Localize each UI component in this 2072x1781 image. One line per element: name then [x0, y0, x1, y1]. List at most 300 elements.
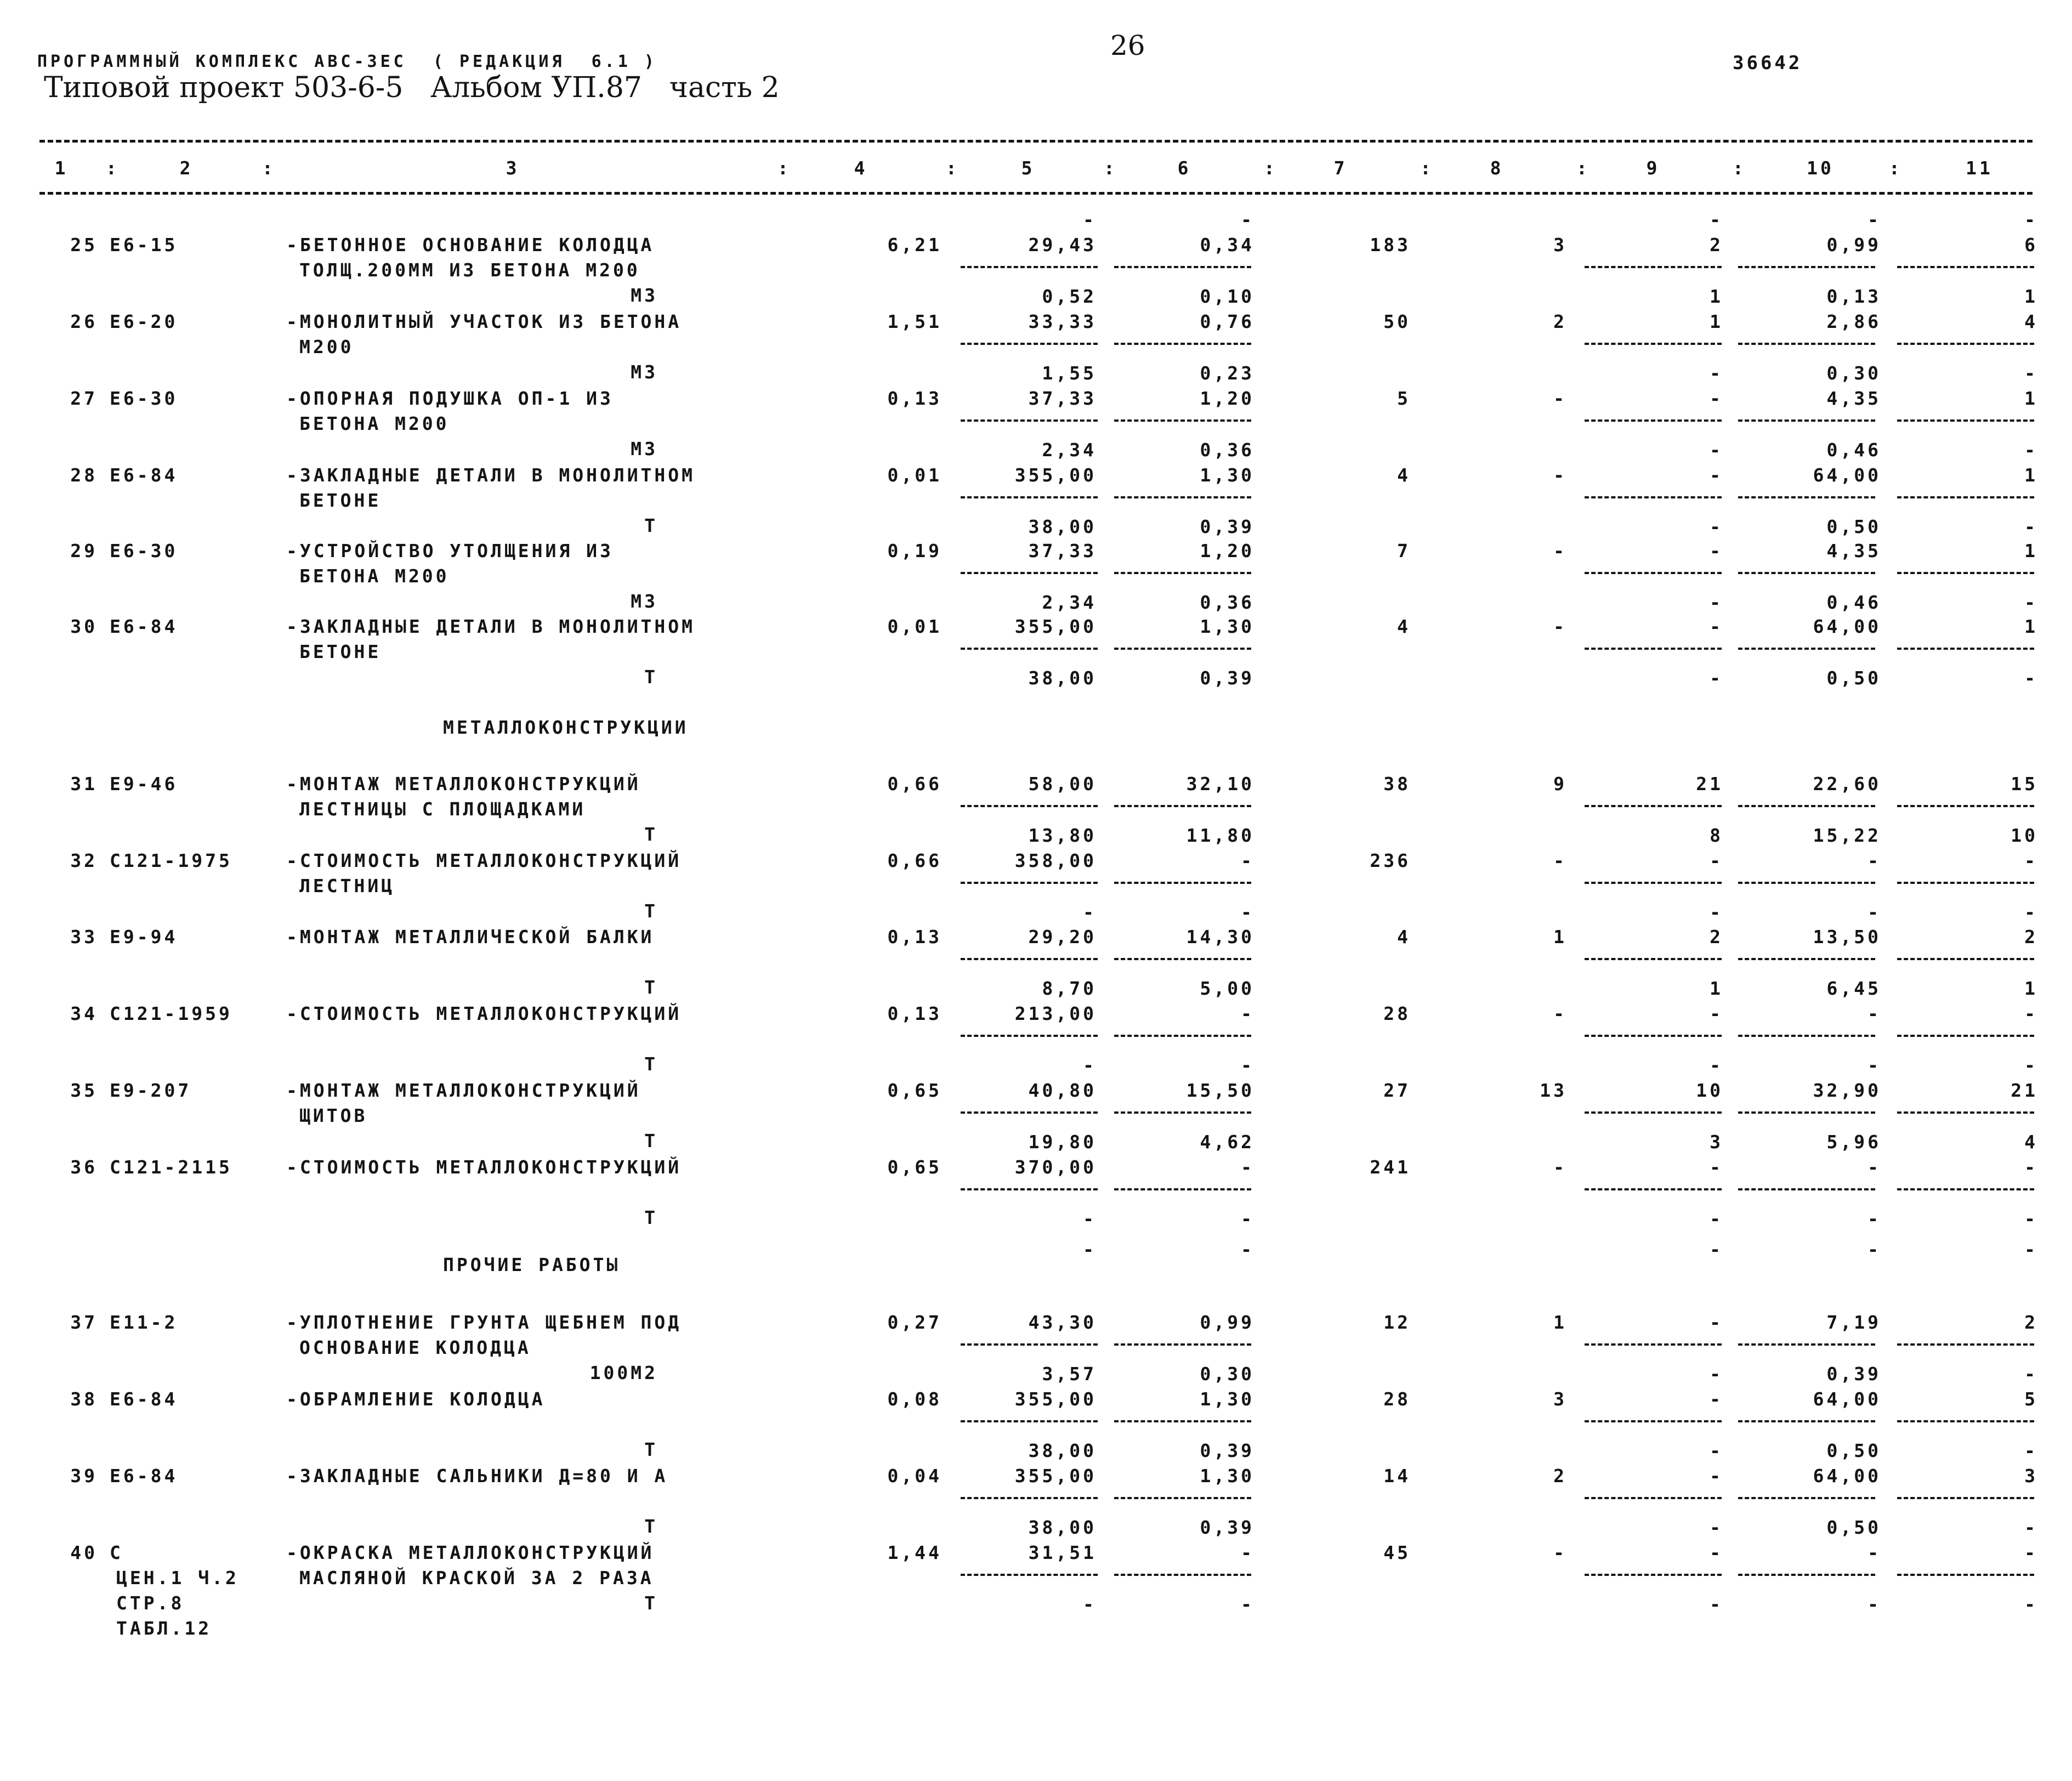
row-code: Е6-84	[110, 1388, 178, 1410]
cell-c6: 1,30	[1200, 1465, 1254, 1487]
cell-divider	[1738, 343, 1875, 345]
cell-c9: 2	[1710, 926, 1723, 948]
row-number: 40	[70, 1542, 98, 1563]
mid-mark-c9: -	[1710, 1239, 1723, 1260]
cell-divider	[961, 1188, 1098, 1190]
row-code: С	[110, 1542, 123, 1563]
cell-divider	[1897, 958, 2034, 960]
cell-c10: 13,50	[1813, 926, 1881, 948]
row-unit: Т	[644, 1130, 658, 1152]
row-code: С121-1975	[110, 850, 232, 871]
cell-c5-lower: 2,34	[1042, 592, 1097, 613]
cell-divider	[1114, 1035, 1251, 1037]
row-code: Е6-30	[110, 388, 178, 409]
cell-c6-lower: 0,39	[1200, 1517, 1254, 1538]
row-description: -УПЛОТНЕНИЕ ГРУНТА ЩЕБНЕМ ПОД	[286, 1312, 682, 1333]
row-number: 35	[70, 1080, 98, 1101]
cell-c6: 0,99	[1200, 1312, 1254, 1333]
cell-c8: -	[1553, 1003, 1567, 1024]
cell-c9: 21	[1696, 773, 1723, 795]
cell-c7: 7	[1397, 540, 1411, 561]
column-separator: :	[1733, 157, 1746, 179]
cell-c9-lower: -	[1710, 1054, 1723, 1076]
row-number: 31	[70, 773, 98, 795]
header-rule-top	[39, 140, 2033, 143]
cell-divider	[1585, 1035, 1722, 1037]
cell-divider	[1897, 419, 2034, 422]
top-mark-c10: -	[1867, 209, 1881, 230]
cell-divider	[1585, 1420, 1722, 1422]
cell-c9-lower: -	[1710, 901, 1723, 923]
cell-c6: 32,10	[1186, 773, 1254, 795]
cell-c8: 2	[1553, 311, 1567, 332]
cell-c9-lower: 3	[1710, 1131, 1723, 1153]
cell-divider	[1114, 572, 1251, 574]
cell-c10: 32,90	[1813, 1080, 1881, 1101]
cell-divider	[1897, 343, 2034, 345]
cell-c8: 3	[1553, 1388, 1567, 1410]
cell-c6-lower: 0,39	[1200, 667, 1254, 689]
cell-c11: 21	[2011, 1080, 2038, 1101]
row-description: -МОНОЛИТНЫЙ УЧАСТОК ИЗ БЕТОНА	[286, 311, 682, 332]
column-header-11: 11	[1966, 157, 1993, 179]
cell-divider	[1738, 1574, 1875, 1576]
cell-divider	[1114, 1497, 1251, 1499]
cell-divider	[1897, 1574, 2034, 1576]
cell-c6-lower: 0,36	[1200, 439, 1254, 461]
cell-divider	[961, 343, 1098, 345]
column-header-2: 2	[179, 157, 194, 179]
cell-c10-lower: 0,50	[1826, 1440, 1881, 1461]
column-header-8: 8	[1490, 157, 1504, 179]
row-number: 37	[70, 1312, 98, 1333]
row-code: Е11-2	[110, 1312, 178, 1333]
cell-c11: 15	[2011, 773, 2038, 795]
cell-c8: 9	[1553, 773, 1567, 795]
column-header-4: 4	[854, 157, 868, 179]
cell-divider	[1897, 805, 2034, 807]
cell-c11-lower: 1	[2024, 978, 2038, 999]
cell-c10: 64,00	[1813, 464, 1881, 486]
row-unit: Т	[644, 900, 658, 922]
cell-c5-lower: 3,57	[1042, 1363, 1097, 1385]
row-code: С121-1959	[110, 1003, 232, 1024]
cell-c10: 64,00	[1813, 1388, 1881, 1410]
cell-c6-lower: -	[1241, 901, 1254, 923]
row-number: 33	[70, 926, 98, 948]
cell-c6: -	[1241, 1003, 1254, 1024]
cell-divider	[1738, 1420, 1875, 1422]
cell-c5: 355,00	[1014, 464, 1097, 486]
cell-c9: 1	[1710, 311, 1723, 332]
cell-c11: 2	[2024, 926, 2038, 948]
cell-c11: -	[2024, 1156, 2038, 1178]
cell-c6: 14,30	[1186, 926, 1254, 948]
cell-divider	[1114, 496, 1251, 498]
cell-c8: -	[1553, 1542, 1567, 1563]
cell-c11-lower: -	[2024, 901, 2038, 923]
cell-c11: -	[2024, 850, 2038, 871]
cell-c9: -	[1710, 1388, 1723, 1410]
cell-c11-lower: -	[2024, 1440, 2038, 1461]
row-unit: Т	[644, 1439, 658, 1460]
row-code: Е6-30	[110, 540, 178, 561]
page-number: 26	[1110, 30, 1145, 61]
column-header-9: 9	[1646, 157, 1660, 179]
cell-divider	[1585, 1343, 1722, 1346]
cell-c7: 28	[1383, 1388, 1411, 1410]
cell-c11: -	[2024, 1542, 2038, 1563]
cell-c6-lower: 0,39	[1200, 1440, 1254, 1461]
row-unit: М3	[631, 285, 658, 306]
cell-c10: 4,35	[1826, 388, 1881, 409]
row-unit: М3	[631, 438, 658, 460]
row-code: Е9-207	[110, 1080, 192, 1101]
cell-divider	[1114, 648, 1251, 650]
cell-c6-lower: -	[1241, 1054, 1254, 1076]
cell-c6-lower: 0,30	[1200, 1363, 1254, 1385]
cell-c11: 1	[2024, 616, 2038, 637]
cell-divider	[961, 958, 1098, 960]
cell-divider	[961, 805, 1098, 807]
cell-c5: 37,33	[1028, 388, 1097, 409]
cell-c5-lower: 19,80	[1028, 1131, 1097, 1153]
cell-c6: 0,76	[1200, 311, 1254, 332]
cell-c5-lower: 13,80	[1028, 825, 1097, 846]
cell-c10: 64,00	[1813, 616, 1881, 637]
cell-c10: 2,86	[1826, 311, 1881, 332]
cell-c10: -	[1867, 1542, 1881, 1563]
cell-divider	[1738, 419, 1875, 422]
cell-divider	[1114, 958, 1251, 960]
cell-divider	[1114, 1188, 1251, 1190]
cell-c6-lower: 11,80	[1186, 825, 1254, 846]
column-separator: :	[946, 157, 960, 179]
cell-c4: 0,66	[887, 773, 942, 795]
column-separator: :	[106, 157, 120, 179]
column-separator: :	[262, 157, 276, 179]
cell-divider	[1897, 1497, 2034, 1499]
cell-divider	[1585, 958, 1722, 960]
cell-c9: -	[1710, 1542, 1723, 1563]
mid-mark-c6: -	[1241, 1239, 1254, 1260]
cell-divider	[1585, 648, 1722, 650]
cell-divider	[1738, 958, 1875, 960]
doc-code: 36642	[1733, 52, 1803, 74]
cell-c11-lower: -	[2024, 1208, 2038, 1229]
cell-divider	[1585, 1574, 1722, 1576]
cell-c9-lower: 1	[1710, 286, 1723, 307]
cell-c7: 12	[1383, 1312, 1411, 1333]
cell-c6: 15,50	[1186, 1080, 1254, 1101]
cell-c4: 0,13	[887, 926, 942, 948]
row-description: БЕТОНА М200	[299, 413, 450, 434]
row-number: 39	[70, 1465, 98, 1487]
cell-c9: -	[1710, 1465, 1723, 1487]
cell-divider	[961, 1343, 1098, 1346]
row-number: 30	[70, 616, 98, 637]
row-description: -ОПОРНАЯ ПОДУШКА ОП-1 ИЗ	[286, 388, 614, 409]
row-description: ЛЕСТНИЦ	[299, 875, 395, 897]
row-description: -ОБРАМЛЕНИЕ КОЛОДЦА	[286, 1388, 546, 1410]
cell-divider	[1738, 1035, 1875, 1037]
cell-c9: -	[1710, 1156, 1723, 1178]
row-code: Е6-15	[110, 234, 178, 256]
row-number: 25	[70, 234, 98, 256]
column-separator: :	[1889, 157, 1903, 179]
cell-divider	[1585, 343, 1722, 345]
cell-divider	[1585, 266, 1722, 268]
cell-divider	[961, 1497, 1098, 1499]
cell-c11: 1	[2024, 464, 2038, 486]
cell-c9-lower: -	[1710, 516, 1723, 537]
cell-c10: -	[1867, 850, 1881, 871]
row-unit: М3	[631, 591, 658, 612]
row-description: ЛЕСТНИЦЫ С ПЛОЩАДКАМИ	[299, 798, 586, 820]
cell-c5-lower: 8,70	[1042, 978, 1097, 999]
cell-c5: 58,00	[1028, 773, 1097, 795]
row-unit: 100М2	[589, 1362, 658, 1383]
row-unit: Т	[644, 824, 658, 845]
cell-divider	[1738, 572, 1875, 574]
cell-c10: 22,60	[1813, 773, 1881, 795]
cell-c11-lower: -	[2024, 1517, 2038, 1538]
row-description: -СТОИМОСТЬ МЕТАЛЛОКОНСТРУКЦИЙ	[286, 1003, 682, 1024]
cell-c5: 355,00	[1014, 1388, 1097, 1410]
cell-c5: 213,00	[1014, 1003, 1097, 1024]
cell-divider	[1114, 1343, 1251, 1346]
cell-c4: 0,01	[887, 616, 942, 637]
cell-c6: 1,20	[1200, 388, 1254, 409]
cell-c5-lower: 38,00	[1028, 516, 1097, 537]
cell-c9: -	[1710, 388, 1723, 409]
row-description: -МОНТАЖ МЕТАЛЛОКОНСТРУКЦИЙ	[286, 773, 641, 795]
cell-c5: 355,00	[1014, 1465, 1097, 1487]
cell-c5-lower: 38,00	[1028, 1440, 1097, 1461]
cell-c11-lower: -	[2024, 1054, 2038, 1076]
row-number: 36	[70, 1156, 98, 1178]
row-number: 26	[70, 311, 98, 332]
cell-c9-lower: -	[1710, 1517, 1723, 1538]
cell-c6: -	[1241, 1156, 1254, 1178]
row-unit: Т	[644, 977, 658, 998]
cell-divider	[1738, 496, 1875, 498]
row-unit: Т	[644, 1516, 658, 1537]
cell-divider	[1897, 496, 2034, 498]
cell-divider	[961, 496, 1098, 498]
row-unit: Т	[644, 515, 658, 536]
cell-c4: 0,13	[887, 1003, 942, 1024]
cell-c5-lower: 38,00	[1028, 1517, 1097, 1538]
cell-divider	[961, 1420, 1098, 1422]
cell-divider	[1897, 1420, 2034, 1422]
cell-divider	[1897, 1111, 2034, 1114]
cell-divider	[1114, 343, 1251, 345]
cell-divider	[1897, 1035, 2034, 1037]
cell-c10-lower: -	[1867, 1593, 1881, 1615]
cell-divider	[1114, 1111, 1251, 1114]
cell-c10-lower: 5,96	[1826, 1131, 1881, 1153]
cell-divider	[1114, 1420, 1251, 1422]
cell-c6-lower: 5,00	[1200, 978, 1254, 999]
cell-c6-lower: 0,10	[1200, 286, 1254, 307]
cell-c10-lower: -	[1867, 1208, 1881, 1229]
row-number: 29	[70, 540, 98, 561]
cell-divider	[1585, 1111, 1722, 1114]
row-number: 34	[70, 1003, 98, 1024]
cell-c9: -	[1710, 1003, 1723, 1024]
row-description: -ЗАКЛАДНЫЕ ДЕТАЛИ В МОНОЛИТНОМ	[286, 464, 696, 486]
cell-divider	[1114, 419, 1251, 422]
cell-divider	[961, 1574, 1098, 1576]
cell-c5: 40,80	[1028, 1080, 1097, 1101]
cell-divider	[1114, 882, 1251, 884]
cell-c5: 29,20	[1028, 926, 1097, 948]
cell-c9: -	[1710, 464, 1723, 486]
cell-c10: 4,35	[1826, 540, 1881, 561]
cell-divider	[961, 266, 1098, 268]
cell-c5: 37,33	[1028, 540, 1097, 561]
cell-c11-lower: -	[2024, 362, 2038, 384]
top-mark-c11: -	[2024, 209, 2038, 230]
header-rule-bottom	[39, 192, 2033, 195]
cell-c9: -	[1710, 1312, 1723, 1333]
row-number: 32	[70, 850, 98, 871]
cell-c6-lower: 4,62	[1200, 1131, 1254, 1153]
program-line: ПРОГРАММНЫЙ КОМПЛЕКС АВС-ЗЕС ( РЕДАКЦИЯ 6.1 )	[37, 52, 657, 71]
cell-c5: 43,30	[1028, 1312, 1097, 1333]
mid-mark-c5: -	[1083, 1239, 1097, 1260]
cell-c6-lower: 0,23	[1200, 362, 1254, 384]
cell-c8: -	[1553, 388, 1567, 409]
row-number: 38	[70, 1388, 98, 1410]
cell-c5-lower: 2,34	[1042, 439, 1097, 461]
cell-c11-lower: -	[2024, 516, 2038, 537]
cell-c10-lower: 6,45	[1826, 978, 1881, 999]
column-separator: :	[1264, 157, 1278, 179]
row-description: -СТОИМОСТЬ МЕТАЛЛОКОНСТРУКЦИЙ	[286, 1156, 682, 1178]
cell-c6: 1,30	[1200, 616, 1254, 637]
cell-c6: 1,30	[1200, 464, 1254, 486]
project-line: Типовой проект 503-6-5 Альбом УП.87 часть 2	[44, 71, 780, 104]
cell-c10-lower: 0,46	[1826, 439, 1881, 461]
cell-divider	[961, 648, 1098, 650]
cell-c4: 0,27	[887, 1312, 942, 1333]
row-description: ЩИТОВ	[299, 1105, 368, 1126]
cell-c8: 3	[1553, 234, 1567, 256]
cell-c10-lower: 0,13	[1826, 286, 1881, 307]
row-description: БЕТОНА М200	[299, 565, 450, 587]
column-header-10: 10	[1807, 157, 1834, 179]
cell-c5: 370,00	[1014, 1156, 1097, 1178]
mid-mark-c10: -	[1867, 1239, 1881, 1260]
row-code: Е6-84	[110, 464, 178, 486]
cell-divider	[1897, 882, 2034, 884]
cell-c5: 29,43	[1028, 234, 1097, 256]
cell-c5-lower: -	[1083, 1054, 1097, 1076]
row-unit: Т	[644, 1053, 658, 1075]
mid-mark-c11: -	[2024, 1239, 2038, 1260]
top-mark-c6: -	[1241, 209, 1254, 230]
row-description: -ЗАКЛАДНЫЕ ДЕТАЛИ В МОНОЛИТНОМ	[286, 616, 696, 637]
cell-c6-lower: 0,36	[1200, 592, 1254, 613]
row-description: МАСЛЯНОЙ КРАСКОЙ ЗА 2 РАЗА	[299, 1567, 654, 1589]
cell-c4: 0,65	[887, 1080, 942, 1101]
cell-c10: 0,99	[1826, 234, 1881, 256]
cell-divider	[1738, 1497, 1875, 1499]
cell-c10-lower: 0,50	[1826, 667, 1881, 689]
cell-c6: -	[1241, 1542, 1254, 1563]
cell-c6-lower: -	[1241, 1208, 1254, 1229]
row-code: Е6-84	[110, 1465, 178, 1487]
row-description: БЕТОНЕ	[299, 490, 382, 511]
cell-divider	[1738, 648, 1875, 650]
cell-c9-lower: -	[1710, 439, 1723, 461]
row-unit: Т	[644, 666, 658, 688]
cell-c10-lower: 0,50	[1826, 1517, 1881, 1538]
cell-divider	[1585, 572, 1722, 574]
cell-c7: 4	[1397, 616, 1411, 637]
cell-c7: 241	[1370, 1156, 1411, 1178]
cell-c4: 0,66	[887, 850, 942, 871]
cell-c9-lower: -	[1710, 667, 1723, 689]
cell-c4: 0,01	[887, 464, 942, 486]
row-unit: Т	[644, 1207, 658, 1228]
cell-c4: 0,08	[887, 1388, 942, 1410]
cell-c11: -	[2024, 1003, 2038, 1024]
cell-c9: 2	[1710, 234, 1723, 256]
cell-c6: 0,34	[1200, 234, 1254, 256]
cell-divider	[1114, 266, 1251, 268]
cell-c7: 45	[1383, 1542, 1411, 1563]
cell-c10-lower: 0,50	[1826, 516, 1881, 537]
cell-c9-lower: -	[1710, 592, 1723, 613]
cell-c11-lower: -	[2024, 667, 2038, 689]
cell-c4: 1,44	[887, 1542, 942, 1563]
cell-divider	[961, 882, 1098, 884]
cell-c11: 5	[2024, 1388, 2038, 1410]
cell-c11-lower: -	[2024, 1363, 2038, 1385]
cell-c7: 183	[1370, 234, 1411, 256]
cell-c10-lower: 0,30	[1826, 362, 1881, 384]
cell-c10: -	[1867, 1003, 1881, 1024]
cell-divider	[1897, 266, 2034, 268]
row-description: -УСТРОЙСТВО УТОЛЩЕНИЯ ИЗ	[286, 540, 614, 561]
row-code: Е9-46	[110, 773, 178, 795]
cell-c5: 33,33	[1028, 311, 1097, 332]
cell-c4: 1,51	[887, 311, 942, 332]
row-unit: М3	[631, 361, 658, 383]
cell-c8: 1	[1553, 1312, 1567, 1333]
cell-c5: 31,51	[1028, 1542, 1097, 1563]
cell-c4: 0,65	[887, 1156, 942, 1178]
cell-divider	[1738, 266, 1875, 268]
cell-c4: 0,19	[887, 540, 942, 561]
cell-c11-lower: -	[2024, 592, 2038, 613]
cell-c9-lower: -	[1710, 362, 1723, 384]
cell-c7: 236	[1370, 850, 1411, 871]
cell-divider	[1738, 1343, 1875, 1346]
cell-c9: 10	[1696, 1080, 1723, 1101]
row-code: С121-2115	[110, 1156, 232, 1178]
row-description: -БЕТОННОЕ ОСНОВАНИЕ КОЛОДЦА	[286, 234, 655, 256]
column-header-5: 5	[1021, 157, 1035, 179]
cell-c9-lower: -	[1710, 1440, 1723, 1461]
cell-c6-lower: -	[1241, 1593, 1254, 1615]
row-description: ТОЛЩ.200ММ ИЗ БЕТОНА М200	[299, 259, 640, 281]
cell-divider	[1738, 882, 1875, 884]
column-header-6: 6	[1177, 157, 1191, 179]
